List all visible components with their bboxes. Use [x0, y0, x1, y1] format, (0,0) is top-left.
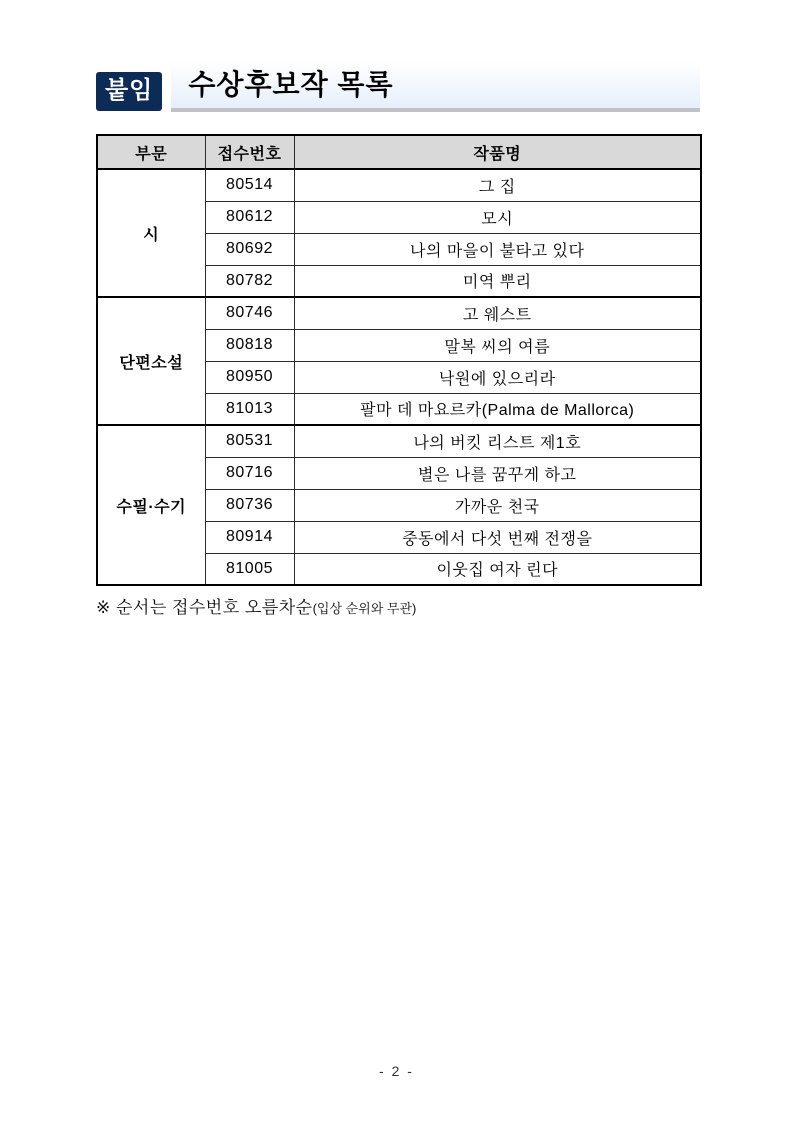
title-bar — [171, 60, 700, 112]
work-title-cell: 낙원에 있으리라 — [294, 361, 701, 393]
work-title-cell: 나의 마을이 불타고 있다 — [294, 233, 701, 265]
candidate-list-table — [96, 134, 702, 586]
table-body — [97, 169, 701, 585]
column-header-entry-number: 접수번호 — [205, 135, 294, 169]
work-title-cell: 말복 씨의 여름 — [294, 329, 701, 361]
work-title-cell: 고 웨스트 — [294, 297, 701, 329]
work-title-cell: 중동에서 다섯 번째 전쟁을 — [294, 521, 701, 553]
entry-number-cell: 80514 — [205, 169, 294, 201]
attachment-badge: 붙임 — [96, 72, 162, 111]
category-cell: 시 — [97, 169, 205, 297]
work-title-cell: 가까운 천국 — [294, 489, 701, 521]
category-cell: 단편소설 — [97, 297, 205, 425]
entry-number-cell: 80782 — [205, 265, 294, 297]
page-number: - 2 - — [379, 1063, 414, 1079]
entry-number-cell: 81005 — [205, 553, 294, 585]
work-title-cell: 이웃집 여자 린다 — [294, 553, 701, 585]
entry-number-cell: 80818 — [205, 329, 294, 361]
work-title-cell: 팔마 데 마요르카(Palma de Mallorca) — [294, 393, 701, 425]
footnote-paren-text: (입상 순위와 무관) — [312, 601, 417, 616]
entry-number-cell: 80612 — [205, 201, 294, 233]
column-header-work-title: 작품명 — [294, 135, 701, 169]
footnote — [96, 593, 416, 618]
entry-number-cell: 80736 — [205, 489, 294, 521]
category-cell: 수필·수기 — [97, 425, 205, 585]
table-row — [97, 169, 701, 201]
work-title-cell: 별은 나를 꿈꾸게 하고 — [294, 457, 701, 489]
work-title-cell: 그 집 — [294, 169, 701, 201]
table-row — [97, 425, 701, 457]
column-header-category: 부문 — [97, 135, 205, 169]
entry-number-cell: 80746 — [205, 297, 294, 329]
entry-number-cell: 80950 — [205, 361, 294, 393]
table-header — [97, 135, 701, 169]
footnote-main-text: 순서는 접수번호 오름차순 — [110, 598, 313, 617]
entry-number-cell: 80914 — [205, 521, 294, 553]
work-title-cell: 모시 — [294, 201, 701, 233]
table-header-row — [97, 135, 701, 169]
work-title-cell: 나의 버킷 리스트 제1호 — [294, 425, 701, 457]
footnote-marker: ※ — [96, 598, 111, 617]
table-row — [97, 297, 701, 329]
entry-number-cell: 81013 — [205, 393, 294, 425]
entry-number-cell: 80692 — [205, 233, 294, 265]
entry-number-cell: 80531 — [205, 425, 294, 457]
page-title: 수상후보작 목록 — [188, 69, 394, 100]
work-title-cell: 미역 뿌리 — [294, 265, 701, 297]
section-heading — [96, 60, 700, 112]
entry-number-cell: 80716 — [205, 457, 294, 489]
